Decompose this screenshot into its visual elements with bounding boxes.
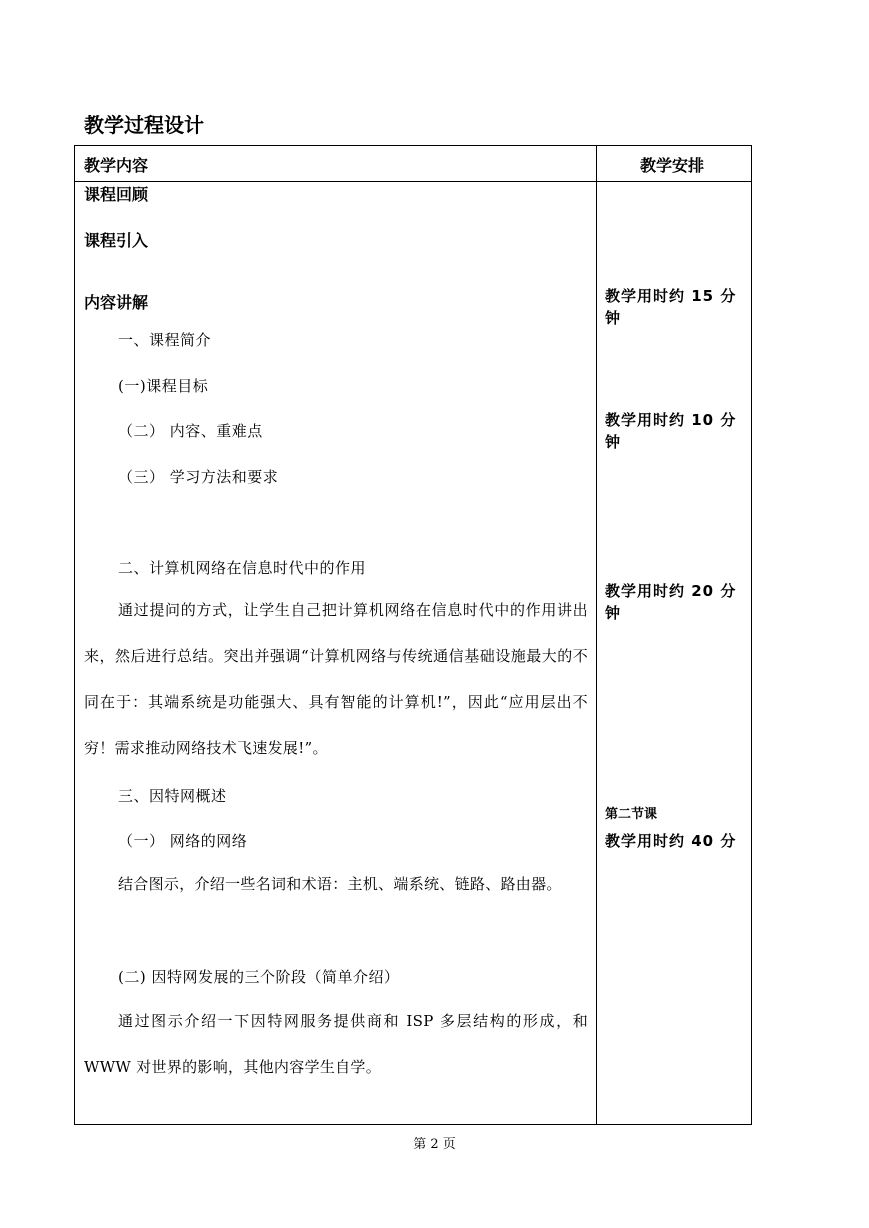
- subheading-course-goals: (一)课程目标: [118, 377, 209, 395]
- section-intro: 课程引入: [84, 231, 149, 250]
- paragraph-terms: 结合图示，介绍一些名词和术语：主机、端系统、链路、路由器。: [118, 875, 562, 893]
- subheading-study-methods: （三） 学习方法和要求: [118, 468, 279, 486]
- heading-internet-overview: 三、因特网概述: [118, 787, 227, 805]
- section-review: 课程回顾: [84, 185, 149, 204]
- schedule-15min: 教学用时约 15 分钟: [605, 287, 737, 327]
- heading-network-role: 二、计算机网络在信息时代中的作用: [118, 559, 367, 577]
- subheading-internet-stages: (二) 因特网发展的三个阶段（简单介绍）: [118, 968, 400, 986]
- content-column-header: 教学内容: [84, 156, 149, 175]
- schedule-lesson-two: 第二节课: [605, 807, 658, 822]
- subheading-key-points: （二） 内容、重难点: [118, 422, 263, 440]
- schedule-column-header: 教学安排: [640, 156, 705, 175]
- page-number: 第 2 页: [413, 1137, 456, 1152]
- schedule-20min: 教学用时约 20 分钟: [605, 582, 737, 622]
- header-divider: [75, 181, 751, 182]
- page-title: 教学过程设计: [84, 113, 204, 137]
- subheading-network-of-networks: （一） 网络的网络: [118, 832, 248, 850]
- paragraph-isp-www: 通过图示介绍一下因特网服务提供商和 ISP 多层结构的形成，和 WWW 对世界的影响，其他内容学生自学。: [84, 1012, 588, 1076]
- column-divider: [596, 146, 597, 1124]
- paragraph-network-role: 通过提问的方式，让学生自己把计算机网络在信息时代中的作用讲出来，然后进行总结。突出并强调“计算机网络与传统通信基础设施最大的不同在于：其端系统是功能强大、具有智能的计算机!”，因此“应用层出不穷！需求推动网络技术飞速发展!”。: [84, 601, 588, 757]
- schedule-10min: 教学用时约 10 分钟: [605, 411, 737, 451]
- section-lecture: 内容讲解: [84, 293, 149, 312]
- heading-course-overview: 一、课程简介: [118, 331, 212, 349]
- schedule-40min: 教学用时约 40 分: [605, 832, 737, 850]
